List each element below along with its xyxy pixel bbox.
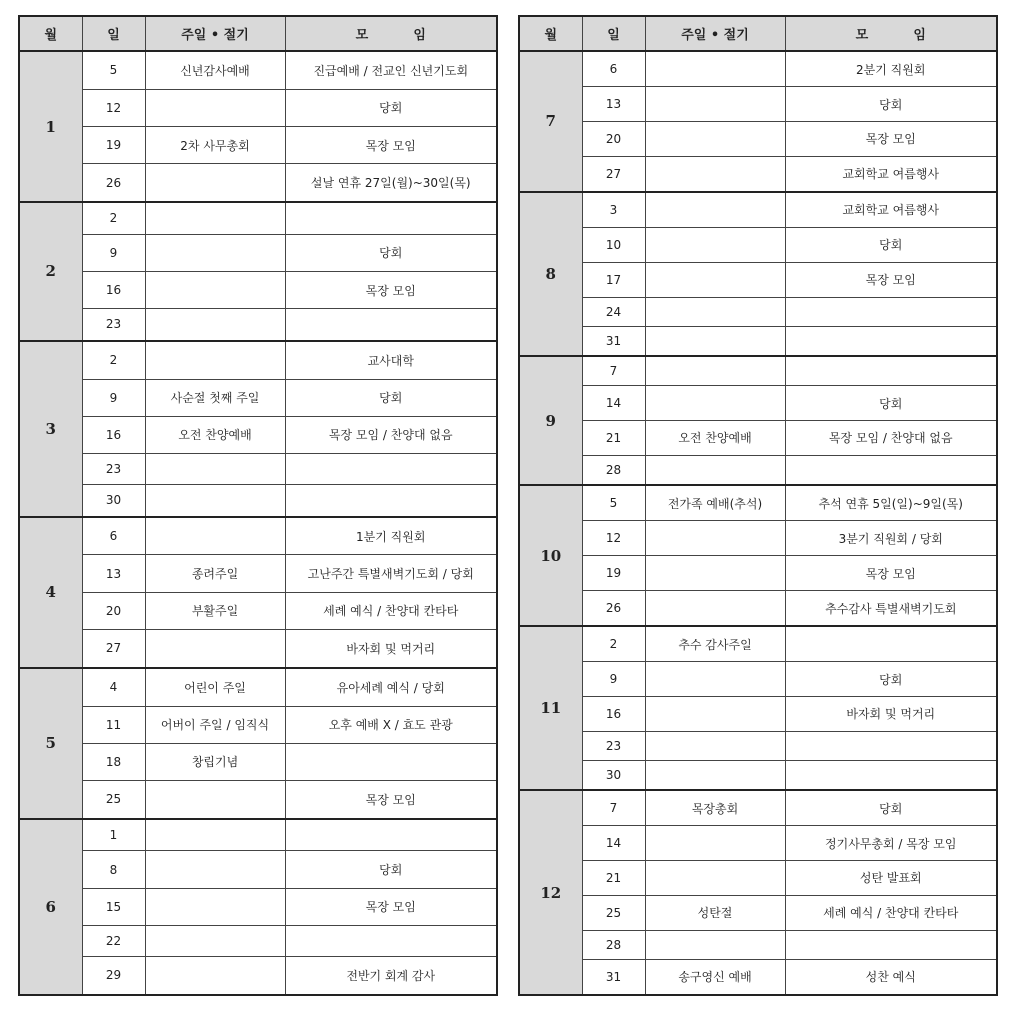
table-row [19, 234, 497, 271]
sunday-event-cell: 성탄절 [645, 895, 785, 930]
meeting-cell: 고난주간 특별새벽기도회 / 당회 [285, 555, 497, 592]
meeting-cell [285, 925, 497, 956]
day-cell: 11 [82, 706, 145, 743]
sunday-event-cell [145, 309, 285, 341]
meeting-cell [285, 202, 497, 234]
meeting-cell [785, 356, 997, 386]
month-cell: 8 [519, 192, 582, 356]
table-row [19, 416, 497, 453]
day-cell: 6 [82, 517, 145, 555]
day-cell: 16 [82, 271, 145, 308]
day-cell: 30 [582, 760, 645, 790]
meeting-cell: 당회 [285, 851, 497, 888]
sunday-event-cell: 오전 찬양예배 [145, 416, 285, 453]
sunday-event-cell: 종려주일 [145, 555, 285, 592]
sunday-event-cell [145, 956, 285, 995]
day-cell: 2 [82, 202, 145, 234]
table-row [519, 421, 997, 456]
sunday-event-cell [645, 87, 785, 122]
table-row [19, 743, 497, 780]
table-row [19, 485, 497, 517]
month-cell: 12 [519, 790, 582, 995]
sunday-event-cell: 신년감사예배 [145, 51, 285, 89]
month-cell: 6 [19, 819, 82, 995]
meeting-cell: 당회 [285, 234, 497, 271]
table-row [519, 521, 997, 556]
meeting-cell [785, 326, 997, 356]
sunday-event-cell [145, 202, 285, 234]
table-row [19, 629, 497, 667]
day-cell: 5 [582, 485, 645, 521]
table-row [519, 297, 997, 326]
table-row [19, 127, 497, 164]
meeting-cell: 당회 [285, 379, 497, 416]
sunday-event-cell [645, 192, 785, 228]
meeting-cell: 성찬 예식 [785, 959, 997, 995]
sunday-event-cell [145, 629, 285, 667]
header-day: 일 [582, 16, 645, 51]
meeting-cell: 당회 [785, 790, 997, 826]
meeting-cell [785, 626, 997, 662]
meeting-cell [785, 297, 997, 326]
sunday-event-cell: 전가족 예배(추석) [645, 485, 785, 521]
meeting-cell [285, 454, 497, 485]
month-cell: 2 [19, 202, 82, 341]
sunday-event-cell: 추수 감사주일 [645, 626, 785, 662]
left-body [19, 51, 497, 995]
table-row [519, 51, 997, 87]
day-cell: 4 [82, 668, 145, 706]
day-cell: 18 [82, 743, 145, 780]
table-row [19, 956, 497, 995]
table-row [519, 156, 997, 192]
day-cell: 14 [582, 826, 645, 861]
table-row [519, 861, 997, 896]
table-row [19, 309, 497, 341]
day-cell: 30 [82, 485, 145, 517]
sunday-event-cell [145, 517, 285, 555]
sunday-event-cell: 송구영신 예배 [645, 959, 785, 995]
table-row [519, 262, 997, 297]
sunday-event-cell [645, 262, 785, 297]
meeting-cell: 추수감사 특별새벽기도회 [785, 590, 997, 626]
meeting-cell: 추석 연휴 5일(일)~9일(목) [785, 485, 997, 521]
sunday-event-cell [145, 485, 285, 517]
sunday-event-cell: 어버이 주일 / 임직식 [145, 706, 285, 743]
sunday-event-cell [145, 888, 285, 925]
day-cell: 10 [582, 228, 645, 263]
meeting-cell: 세례 예식 / 찬양대 칸타타 [285, 592, 497, 629]
meeting-cell: 당회 [785, 87, 997, 122]
meeting-cell: 오후 예배 X / 효도 관광 [285, 706, 497, 743]
table-row [519, 121, 997, 156]
header-month: 월 [519, 16, 582, 51]
table-row [519, 895, 997, 930]
sunday-event-cell [145, 164, 285, 202]
meeting-cell: 유아세례 예식 / 당회 [285, 668, 497, 706]
table-row [519, 731, 997, 760]
day-cell: 19 [82, 127, 145, 164]
day-cell: 31 [582, 326, 645, 356]
day-cell: 21 [582, 861, 645, 896]
month-cell: 10 [519, 485, 582, 626]
day-cell: 9 [82, 234, 145, 271]
meeting-cell: 바자회 및 먹거리 [285, 629, 497, 667]
sunday-event-cell [645, 861, 785, 896]
table-row [519, 386, 997, 421]
sunday-event-cell [645, 556, 785, 591]
sunday-event-cell: 부활주일 [145, 592, 285, 629]
table-row [519, 662, 997, 697]
meeting-cell: 2분기 직원회 [785, 51, 997, 87]
day-cell: 6 [582, 51, 645, 87]
table-row [19, 202, 497, 234]
day-cell: 16 [582, 697, 645, 732]
month-cell: 1 [19, 51, 82, 202]
meeting-cell: 1분기 직원회 [285, 517, 497, 555]
day-cell: 7 [582, 356, 645, 386]
month-cell: 3 [19, 341, 82, 517]
table-row [519, 326, 997, 356]
table-row [19, 341, 497, 379]
header-sunday: 주일 • 절기 [645, 16, 785, 51]
day-cell: 8 [82, 851, 145, 888]
header-meeting: 모 임 [285, 16, 497, 51]
meeting-cell: 목장 모임 / 찬양대 없음 [285, 416, 497, 453]
sunday-event-cell [145, 341, 285, 379]
meeting-cell: 목장 모임 [785, 262, 997, 297]
meeting-cell: 목장 모임 [785, 556, 997, 591]
meeting-cell: 교사대학 [285, 341, 497, 379]
meeting-cell: 진급예배 / 전교인 신년기도회 [285, 51, 497, 89]
meeting-cell [285, 743, 497, 780]
month-cell: 9 [519, 356, 582, 485]
meeting-cell [285, 819, 497, 851]
day-cell: 12 [582, 521, 645, 556]
table-row [19, 379, 497, 416]
day-cell: 7 [582, 790, 645, 826]
header-row [519, 16, 997, 51]
header-month: 월 [19, 16, 82, 51]
meeting-cell: 설날 연휴 27일(월)~30일(목) [285, 164, 497, 202]
meeting-cell [285, 309, 497, 341]
table-row [519, 760, 997, 790]
day-cell: 3 [582, 192, 645, 228]
table-row [19, 668, 497, 706]
table-row [519, 826, 997, 861]
day-cell: 27 [582, 156, 645, 192]
meeting-cell: 세례 예식 / 찬양대 칸타타 [785, 895, 997, 930]
table-row [519, 228, 997, 263]
month-cell: 11 [519, 626, 582, 790]
day-cell: 21 [582, 421, 645, 456]
month-cell: 4 [19, 517, 82, 668]
header-row [19, 16, 497, 51]
sunday-event-cell: 창립기념 [145, 743, 285, 780]
table-row [519, 790, 997, 826]
day-cell: 25 [82, 781, 145, 819]
meeting-cell [785, 760, 997, 790]
day-cell: 29 [82, 956, 145, 995]
day-cell: 24 [582, 297, 645, 326]
meeting-cell: 당회 [785, 228, 997, 263]
sunday-event-cell [645, 51, 785, 87]
table-row [19, 592, 497, 629]
meeting-cell: 목장 모임 [285, 127, 497, 164]
table-row [19, 819, 497, 851]
header-sunday: 주일 • 절기 [145, 16, 285, 51]
sunday-event-cell [645, 930, 785, 959]
meeting-cell [785, 731, 997, 760]
sunday-event-cell [145, 925, 285, 956]
meeting-cell: 목장 모임 / 찬양대 없음 [785, 421, 997, 456]
meeting-cell: 목장 모임 [785, 121, 997, 156]
day-cell: 9 [582, 662, 645, 697]
table-row [519, 192, 997, 228]
table-row [19, 51, 497, 89]
sunday-event-cell [645, 326, 785, 356]
table-row [19, 164, 497, 202]
schedule-table-left [18, 15, 498, 996]
sunday-event-cell [645, 121, 785, 156]
day-cell: 12 [82, 89, 145, 126]
meeting-cell: 목장 모임 [285, 888, 497, 925]
sunday-event-cell [645, 590, 785, 626]
day-cell: 22 [82, 925, 145, 956]
table-row [519, 930, 997, 959]
meeting-cell: 성탄 발표회 [785, 861, 997, 896]
sunday-event-cell [145, 781, 285, 819]
day-cell: 23 [582, 731, 645, 760]
table-row [519, 356, 997, 386]
day-cell: 19 [582, 556, 645, 591]
sunday-event-cell [645, 297, 785, 326]
table-row [19, 925, 497, 956]
sunday-event-cell [645, 228, 785, 263]
sunday-event-cell [145, 89, 285, 126]
sunday-event-cell [645, 697, 785, 732]
meeting-cell [785, 930, 997, 959]
day-cell: 16 [82, 416, 145, 453]
meeting-cell [285, 485, 497, 517]
day-cell: 13 [82, 555, 145, 592]
day-cell: 17 [582, 262, 645, 297]
sunday-event-cell: 목장총회 [645, 790, 785, 826]
month-cell: 5 [19, 668, 82, 819]
day-cell: 5 [82, 51, 145, 89]
sunday-event-cell [645, 662, 785, 697]
sunday-event-cell [645, 386, 785, 421]
table-row [519, 697, 997, 732]
sunday-event-cell [645, 156, 785, 192]
day-cell: 27 [82, 629, 145, 667]
day-cell: 31 [582, 959, 645, 995]
table-row [19, 271, 497, 308]
table-row [19, 89, 497, 126]
table-row [519, 590, 997, 626]
sunday-event-cell: 2차 사무총회 [145, 127, 285, 164]
schedule-table-right [518, 15, 998, 996]
table-row [519, 485, 997, 521]
sunday-event-cell [645, 521, 785, 556]
meeting-cell: 전반기 회계 감사 [285, 956, 497, 995]
day-cell: 26 [82, 164, 145, 202]
sunday-event-cell [645, 760, 785, 790]
right-body [519, 51, 997, 995]
day-cell: 2 [82, 341, 145, 379]
table-row [19, 555, 497, 592]
day-cell: 25 [582, 895, 645, 930]
sunday-event-cell: 사순절 첫째 주일 [145, 379, 285, 416]
day-cell: 13 [582, 87, 645, 122]
day-cell: 28 [582, 455, 645, 485]
meeting-cell: 3분기 직원회 / 당회 [785, 521, 997, 556]
table-row [519, 959, 997, 995]
meeting-cell: 교회학교 여름행사 [785, 156, 997, 192]
sunday-event-cell [645, 731, 785, 760]
meeting-cell: 목장 모임 [285, 271, 497, 308]
sunday-event-cell [645, 356, 785, 386]
sunday-event-cell [645, 455, 785, 485]
header-meeting: 모 임 [785, 16, 997, 51]
meeting-cell: 바자회 및 먹거리 [785, 697, 997, 732]
day-cell: 15 [82, 888, 145, 925]
day-cell: 28 [582, 930, 645, 959]
table-row [19, 454, 497, 485]
day-cell: 20 [82, 592, 145, 629]
table-row [19, 781, 497, 819]
meeting-cell: 당회 [785, 386, 997, 421]
meeting-cell: 정기사무총회 / 목장 모임 [785, 826, 997, 861]
day-cell: 23 [82, 309, 145, 341]
header-day: 일 [82, 16, 145, 51]
day-cell: 23 [82, 454, 145, 485]
day-cell: 14 [582, 386, 645, 421]
table-row [519, 455, 997, 485]
sunday-event-cell [645, 826, 785, 861]
sunday-event-cell [145, 819, 285, 851]
meeting-cell: 당회 [785, 662, 997, 697]
month-cell: 7 [519, 51, 582, 192]
sunday-event-cell [145, 271, 285, 308]
sunday-event-cell: 오전 찬양예배 [645, 421, 785, 456]
day-cell: 1 [82, 819, 145, 851]
meeting-cell: 교회학교 여름행사 [785, 192, 997, 228]
meeting-cell: 목장 모임 [285, 781, 497, 819]
sunday-event-cell: 어린이 주일 [145, 668, 285, 706]
day-cell: 9 [82, 379, 145, 416]
day-cell: 26 [582, 590, 645, 626]
table-row [19, 706, 497, 743]
table-row [19, 888, 497, 925]
table-row [19, 851, 497, 888]
table-row [519, 87, 997, 122]
table-row [519, 626, 997, 662]
meeting-cell: 당회 [285, 89, 497, 126]
sunday-event-cell [145, 234, 285, 271]
day-cell: 20 [582, 121, 645, 156]
meeting-cell [785, 455, 997, 485]
sunday-event-cell [145, 851, 285, 888]
sunday-event-cell [145, 454, 285, 485]
table-row [19, 517, 497, 555]
table-row [519, 556, 997, 591]
day-cell: 2 [582, 626, 645, 662]
